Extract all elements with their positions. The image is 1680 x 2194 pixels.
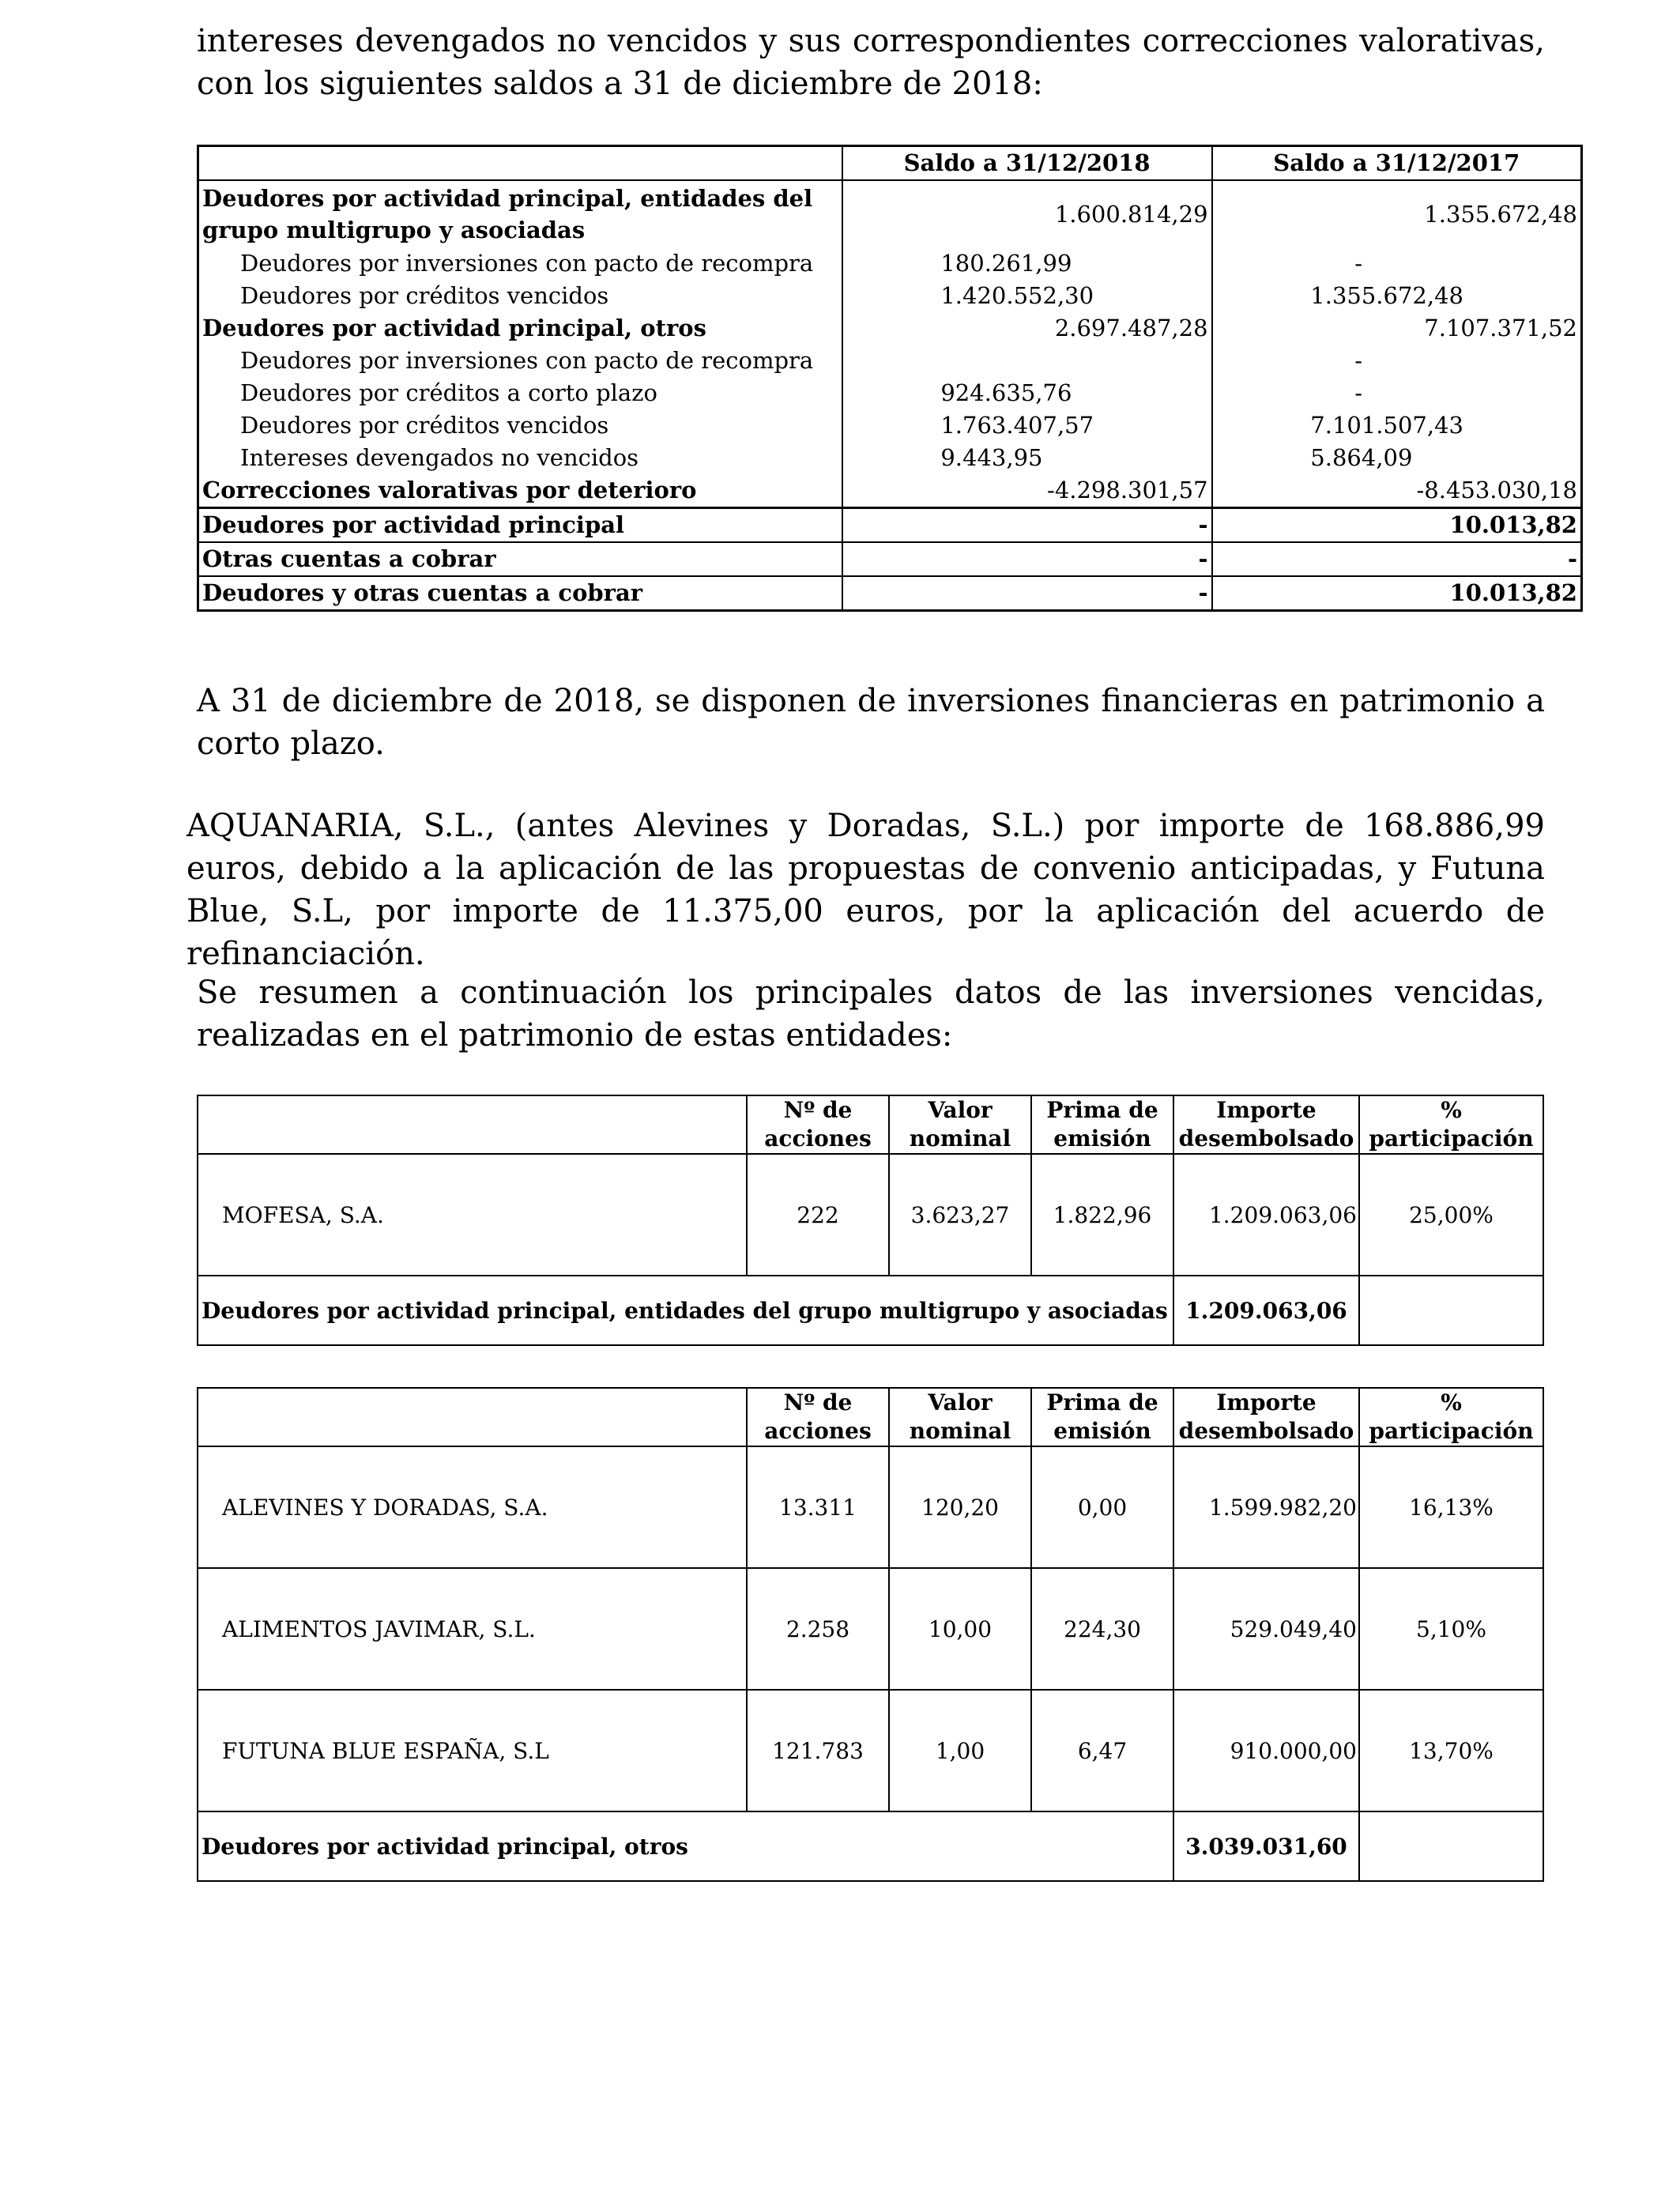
cell: 2.697.487,28 [1054, 315, 1208, 341]
group-investments-table [197, 1095, 1544, 1346]
cell [1212, 442, 1308, 474]
paragraph-summary: Se resumen a continuación los principales datos de las inversiones vencidas, realizadas en el patrimonio de estas entidades: [197, 974, 1545, 1054]
column-header: Valor nominal [889, 1095, 1031, 1154]
cell: - [1354, 250, 1363, 277]
cell: 10.013,82 [1212, 576, 1582, 611]
table-row [198, 247, 1582, 280]
cell: 121.783 [747, 1690, 889, 1811]
cell: - [1354, 379, 1363, 406]
intro-paragraph: intereses devengados no vencidos y sus correspondientes correcciones valorativas, con los siguientes saldos a 31 de diciembre de 2018: [197, 23, 1545, 102]
paragraph-investments: A 31 de diciembre de 2018, se disponen de inversiones financieras en patrimonio a corto plazo. [197, 683, 1545, 762]
cell: 1.600.814,29 [1054, 200, 1208, 228]
cell: - [842, 508, 1212, 543]
column-header: Nº de acciones [747, 1095, 889, 1154]
cell [842, 442, 938, 474]
cell: -4.298.301,57 [1047, 477, 1208, 503]
row-label: Otras cuentas a cobrar [198, 542, 842, 576]
table-row [198, 442, 1582, 474]
row-label: Correcciones valorativas por deterioro [202, 477, 697, 503]
table-row [198, 1568, 1543, 1690]
cell: 13,70% [1359, 1690, 1543, 1811]
table-header-row [198, 146, 1582, 181]
table-row [198, 508, 1582, 543]
cell [1212, 247, 1308, 280]
row-label: Deudores por inversiones con pacto de recompra [240, 250, 814, 277]
cell: 910.000,00 [1173, 1690, 1359, 1811]
table-header-row [198, 1095, 1543, 1154]
cell: 2.258 [747, 1568, 889, 1690]
table-row [198, 312, 1582, 345]
cell: -8.453.030,18 [1416, 477, 1577, 503]
column-header: Saldo a 31/12/2018 [842, 146, 1212, 181]
total-label: Deudores por actividad principal, entidades del grupo multigrupo y asociadas [198, 1276, 1173, 1345]
total-value: 1.209.063,06 [1173, 1276, 1359, 1345]
cell [1212, 345, 1308, 377]
table-row [198, 576, 1582, 611]
cell: - [842, 576, 1212, 611]
cell: 6,47 [1031, 1690, 1173, 1811]
cell: 10.013,82 [1212, 508, 1582, 543]
cell: - [1354, 347, 1363, 374]
cell [842, 312, 938, 345]
cell: 16,13% [1359, 1446, 1543, 1568]
cell: 0,00 [1031, 1446, 1173, 1568]
cell: 924.635,76 [940, 379, 1072, 406]
cell: 1.355.672,48 [1310, 282, 1463, 309]
cell: 120,20 [889, 1446, 1031, 1568]
row-label: Deudores por créditos vencidos [240, 412, 609, 439]
cell: 180.261,99 [940, 250, 1072, 277]
column-header: Nº de acciones [747, 1388, 889, 1446]
total-row [198, 1811, 1543, 1881]
other-investments-table [197, 1387, 1544, 1882]
cell [1212, 180, 1308, 247]
cell [1212, 409, 1308, 442]
total-value: 3.039.031,60 [1173, 1811, 1359, 1881]
table-header-row [198, 1388, 1543, 1446]
cell [842, 377, 938, 409]
balance-table [197, 145, 1583, 612]
table-row [198, 409, 1582, 442]
cell: 1.763.407,57 [940, 412, 1094, 439]
table-row [198, 377, 1582, 409]
cell: 25,00% [1359, 1154, 1543, 1276]
cell [1212, 312, 1308, 345]
row-label: Deudores por actividad principal [198, 508, 842, 543]
table-row [198, 1154, 1543, 1276]
cell: 1,00 [889, 1690, 1031, 1811]
column-header: % participación [1359, 1095, 1543, 1154]
column-header: Importe desembolsado [1173, 1095, 1359, 1154]
cell [842, 345, 938, 377]
cell: 10,00 [889, 1568, 1031, 1690]
cell [937, 345, 1211, 377]
table-row [198, 280, 1582, 312]
table-row [198, 474, 1582, 508]
cell [842, 280, 938, 312]
cell: 5.864,09 [1310, 444, 1413, 471]
row-label: Deudores por créditos a corto plazo [240, 379, 657, 406]
cell: 1.822,96 [1031, 1154, 1173, 1276]
cell: 1.355.672,48 [1424, 200, 1577, 228]
company-name: ALIMENTOS JAVIMAR, S.L. [198, 1568, 747, 1690]
row-label: Deudores por actividad principal, entidades del grupo multigrupo y asociadas [202, 185, 813, 243]
cell [1212, 377, 1308, 409]
company-name: FUTUNA BLUE ESPAÑA, S.L [198, 1690, 747, 1811]
table-row [198, 542, 1582, 576]
table-row [198, 180, 1582, 247]
cell [1212, 474, 1308, 508]
table-row [198, 345, 1582, 377]
row-label: Deudores por actividad principal, otros [202, 315, 706, 341]
cell: 1.420.552,30 [940, 282, 1094, 309]
column-header: Saldo a 31/12/2017 [1212, 146, 1582, 181]
cell: 7.101.507,43 [1310, 412, 1463, 439]
table-row [198, 1690, 1543, 1811]
column-header [198, 1095, 747, 1154]
cell [842, 409, 938, 442]
total-row [198, 1276, 1543, 1345]
cell: 222 [747, 1154, 889, 1276]
cell: - [1212, 542, 1582, 576]
cell: - [842, 542, 1212, 576]
row-label: Deudores por créditos vencidos [240, 282, 609, 309]
cell: 529.049,40 [1173, 1568, 1359, 1690]
cell [1359, 1276, 1543, 1345]
column-header: Prima de emisión [1031, 1095, 1173, 1154]
total-label: Deudores por actividad principal, otros [198, 1811, 1173, 1881]
column-header: % participación [1359, 1388, 1543, 1446]
cell: 1.599.982,20 [1173, 1446, 1359, 1568]
row-label: Intereses devengados no vencidos [240, 444, 639, 471]
column-header [198, 1388, 747, 1446]
cell [1212, 280, 1308, 312]
company-name: ALEVINES Y DORADAS, S.A. [198, 1446, 747, 1568]
row-label: Deudores y otras cuentas a cobrar [198, 576, 842, 611]
cell: 7.107.371,52 [1424, 315, 1577, 341]
company-name: MOFESA, S.A. [198, 1154, 747, 1276]
paragraph-aquanaria: AQUANARIA, S.L., (antes Alevines y Doradas, S.L.) por importe de 168.886,99 euros, debido a la aplicación de las propuestas de convenio anticipadas, y Futuna Blue, S.L, por importe de 11.375,00 euros, por la aplicación del acuerdo de refinanciación. [186, 808, 1545, 972]
column-header: Prima de emisión [1031, 1388, 1173, 1446]
table-row [198, 1446, 1543, 1568]
cell: 1.209.063,06 [1173, 1154, 1359, 1276]
cell: 3.623,27 [889, 1154, 1031, 1276]
row-label: Deudores por inversiones con pacto de recompra [240, 347, 814, 374]
cell: 224,30 [1031, 1568, 1173, 1690]
cell: 9.443,95 [940, 444, 1043, 471]
column-header: Valor nominal [889, 1388, 1031, 1446]
cell: 13.311 [747, 1446, 889, 1568]
cell [1359, 1811, 1543, 1881]
cell: 5,10% [1359, 1568, 1543, 1690]
cell [842, 247, 938, 280]
column-header: Importe desembolsado [1173, 1388, 1359, 1446]
cell [842, 180, 938, 247]
cell [842, 474, 938, 508]
